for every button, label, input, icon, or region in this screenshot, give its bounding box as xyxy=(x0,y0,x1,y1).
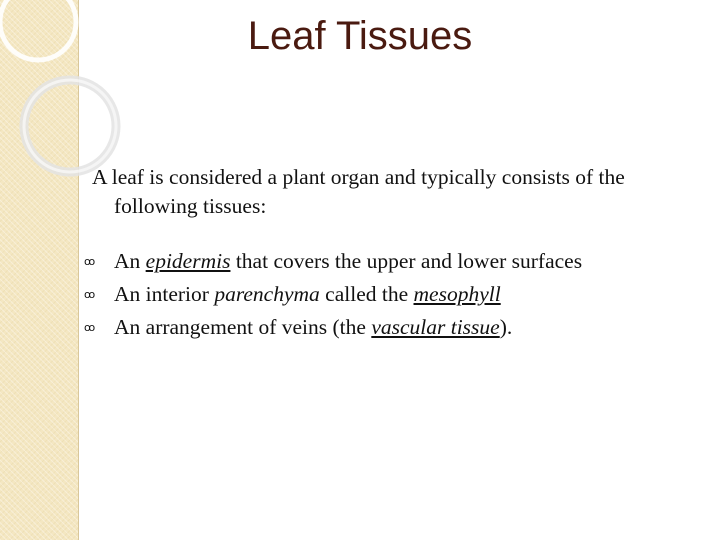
slide-title-text: Leaf Tissues xyxy=(247,14,473,58)
bullet-icon: ꝏ xyxy=(84,255,96,268)
term-mesophyll: mesophyll xyxy=(413,282,501,306)
slide-body xyxy=(84,163,702,344)
tissue-list xyxy=(84,245,702,344)
decorative-circle-large-highlight xyxy=(24,80,116,172)
list-item xyxy=(84,245,702,278)
list-item-text-mid: called the xyxy=(319,282,414,306)
intro-paragraph: A leaf is considered a plant organ and typically consists of the following tissues: xyxy=(92,165,625,218)
list-item-text-pre: An xyxy=(114,249,146,273)
term-parenchyma: parenchyma xyxy=(214,282,320,306)
list-item-text-pre: An interior xyxy=(114,282,215,306)
list-item-text-pre: An arrangement of veins (the xyxy=(114,315,372,339)
list-item xyxy=(84,311,702,344)
slide-title xyxy=(0,14,720,59)
list-item-text-post: that covers the upper and lower surfaces xyxy=(230,249,583,273)
term-epidermis: epidermis xyxy=(145,249,231,273)
term-vascular-tissue: vascular tissue xyxy=(371,315,500,339)
bullet-icon: ꝏ xyxy=(84,321,96,334)
bullet-icon: ꝏ xyxy=(84,288,96,301)
list-item-text-post: ). xyxy=(499,315,513,339)
list-item xyxy=(84,278,702,311)
